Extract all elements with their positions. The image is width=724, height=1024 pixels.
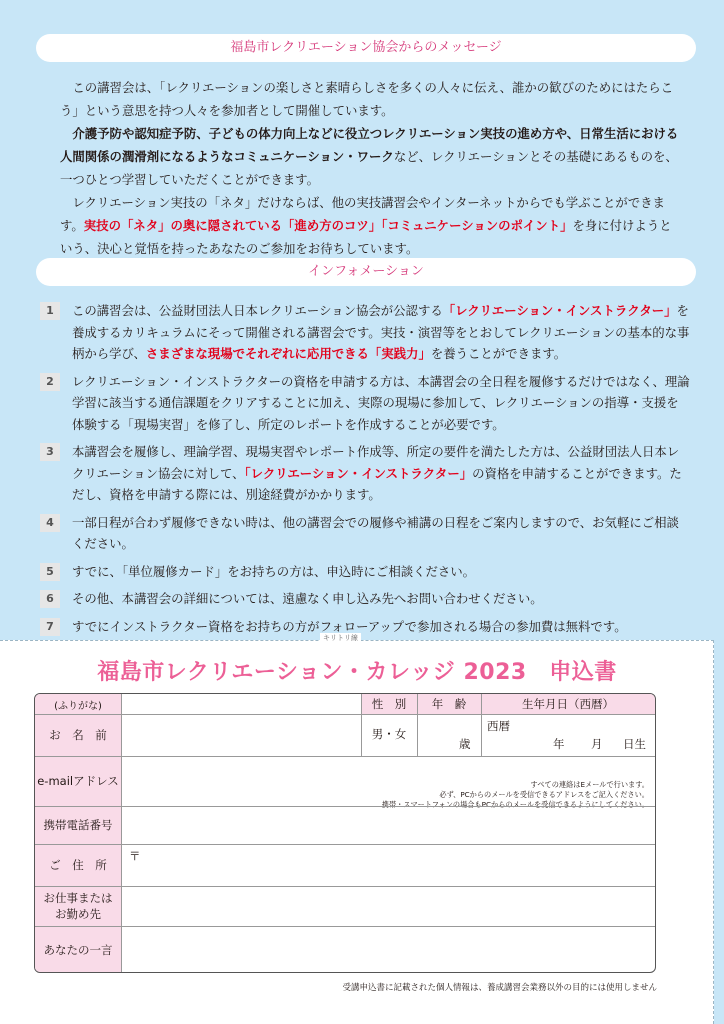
age-unit: 歳 xyxy=(459,737,471,751)
info-text: 一部日程が合わず履修できない時は、他の講習会での履修や補講の日程をご案内しますので、お気軽にご相談ください。 xyxy=(72,514,679,551)
furigana-label: (ふりがな) xyxy=(35,694,121,714)
divider xyxy=(35,844,655,845)
divider xyxy=(361,694,362,756)
email-note-line1: すべての連絡はEメールで行います。 xyxy=(530,780,649,789)
info-number: 4 xyxy=(40,514,60,532)
email-label: e-mailアドレス xyxy=(35,756,121,806)
info-number: 3 xyxy=(40,443,60,461)
phone-label: 携帯電話番号 xyxy=(35,806,121,844)
workplace-label-line1: お仕事または xyxy=(43,891,113,905)
message-paragraph-3 xyxy=(60,191,680,260)
info-item-5 xyxy=(40,561,690,583)
birth-era: 西暦 xyxy=(487,719,510,733)
form-title: 福島市レクリエーション・カレッジ 2023 申込書 xyxy=(97,660,617,685)
address-field[interactable] xyxy=(122,845,654,885)
comment-field[interactable] xyxy=(122,927,654,973)
message-paragraph-3-b: を身に付けようという、決心と覚悟を持ったあなたのご参加をお待ちしています。 xyxy=(60,218,672,256)
info-text: すでにインストラクター資格をお持ちの方がフォローアップで参加される場合の参加費は無料です。 xyxy=(72,618,627,634)
info-item-3 xyxy=(40,441,690,506)
info-item-4 xyxy=(40,512,690,555)
message-heading: 福島市レクリエーション協会からのメッセージ xyxy=(36,34,696,62)
info-text: すでに、「単位履修カード」をお持ちの方は、申込時にご相談ください。 xyxy=(72,563,476,579)
info-text-a: 本講習会を履修し、理論学習、現場実習やレポート作成等、所定の要件を満たした方は、公益財団法人日本レクリエーション協会に対して、 xyxy=(72,444,680,481)
info-text-a: この講習会は、公益財団法人日本レクリエーション協会が公認する xyxy=(72,303,443,318)
message-paragraph-2 xyxy=(60,122,680,191)
info-highlight: 「レクリエーション・インストラクター」 xyxy=(442,303,677,318)
furigana-field[interactable] xyxy=(122,695,360,713)
info-item-7 xyxy=(40,616,690,638)
info-text-b: の資格を申請することができます。ただし、資格を申請する際には、別途経費がかかります。 xyxy=(72,465,682,502)
privacy-note: 受講申込書に記載された個人情報は、養成講習会業務以外の目的には使用しません xyxy=(342,983,657,993)
divider xyxy=(35,806,655,807)
message-paragraph-3-a: レクリエーション実技の「ネタ」だけならば、他の実技講習会やインターネットからでも学ぶことができます。 xyxy=(60,195,665,233)
gender-label: 性 別 xyxy=(361,694,417,714)
birthdate-label: 生年月日（西暦） xyxy=(481,694,655,714)
info-highlight-2: さまざまな現場でそれぞれに応用できる「実践力」 xyxy=(145,346,431,361)
divider xyxy=(121,694,122,973)
divider xyxy=(35,886,655,887)
birth-year: 年 xyxy=(553,737,565,751)
info-item-2 xyxy=(40,371,690,436)
message-body xyxy=(60,76,680,260)
application-form-table xyxy=(34,693,656,973)
birth-month: 月 xyxy=(591,737,603,751)
divider xyxy=(35,756,655,757)
info-text-b: を養成するカリキュラムにそって開催される講習会です。実技・演習等をとおしてレクリエーションの基本的な事柄から学び、 xyxy=(72,303,690,361)
name-label: お 名 前 xyxy=(35,714,121,756)
info-number: 1 xyxy=(40,302,60,320)
message-paragraph-1: この講習会は、「レクリエーションの楽しさと素晴らしさを多くの人々に伝え、誰かの歓びのためにはたらこう」という意思を持つ人々を参加者として開催しています。 xyxy=(60,80,674,118)
info-text-c: を養うことができます。 xyxy=(430,346,567,361)
address-label: ご 住 所 xyxy=(35,844,121,886)
phone-field[interactable] xyxy=(122,807,654,843)
message-paragraph-2-bold: 介護予防や認知症予防、子どもの体力向上などに役立つレクリエーション実技の進め方や、日常生活における人間関係の潤滑剤になるようなコミュニケーション・ワーク xyxy=(60,126,679,164)
info-item-6 xyxy=(40,588,690,610)
info-number: 5 xyxy=(40,563,60,581)
info-text xyxy=(72,441,690,506)
message-paragraph-3-highlight: 実技の「ネタ」の奥に隠されている「進め方のコツ」「コミュニケーションのポイント」 xyxy=(83,218,573,233)
divider xyxy=(35,926,655,927)
info-heading: インフォメーション xyxy=(36,258,696,286)
cut-line-label: キリトリ線 xyxy=(320,633,361,643)
info-number: 2 xyxy=(40,373,60,391)
info-number: 7 xyxy=(40,618,60,636)
name-field[interactable] xyxy=(122,715,360,755)
info-text: レクリエーション・インストラクターの資格を申請する方は、本講習会の全日程を履修するだけではなく、理論学習に該当する通信課題をクリアすることに加え、実際の現場に参加して、レクリエーションの指導・支援を体験する「現場実習」を修了し、所定のレポートを作成することが必要です。 xyxy=(72,373,690,432)
info-highlight: 「レクリエーション・インストラクター」 xyxy=(244,465,473,481)
workplace-field[interactable] xyxy=(122,887,654,925)
info-list xyxy=(40,300,690,643)
info-text xyxy=(72,300,690,365)
info-item-1 xyxy=(40,300,690,365)
workplace-label-line2: お勤め先 xyxy=(55,907,101,921)
age-field[interactable] xyxy=(418,715,480,755)
divider xyxy=(35,714,655,715)
email-note-line2: 必ず、PCからのメールを受信できるアドレスをご記入ください。 xyxy=(439,790,649,799)
workplace-label xyxy=(35,886,121,926)
birth-day: 日生 xyxy=(623,737,646,751)
application-form-area xyxy=(0,634,714,1024)
postal-mark: 〒 xyxy=(129,849,141,863)
email-note-line3: 携帯・スマートフォンの場合もPCからのメールを受信できるようにしてください。 xyxy=(381,800,649,809)
info-text: その他、本講習会の詳細については、遠慮なく申し込み先へお問い合わせください。 xyxy=(72,591,543,606)
message-paragraph-2-rest: など、レクリエーションとその基礎にあるものを、一つひとつ学習していただくことができます。 xyxy=(60,149,678,187)
divider xyxy=(481,694,482,756)
info-number: 6 xyxy=(40,590,60,608)
divider xyxy=(417,694,418,756)
age-label: 年 齢 xyxy=(417,694,481,714)
comment-label: あなたの一言 xyxy=(35,926,121,973)
gender-field[interactable]: 男・女 xyxy=(371,727,407,741)
